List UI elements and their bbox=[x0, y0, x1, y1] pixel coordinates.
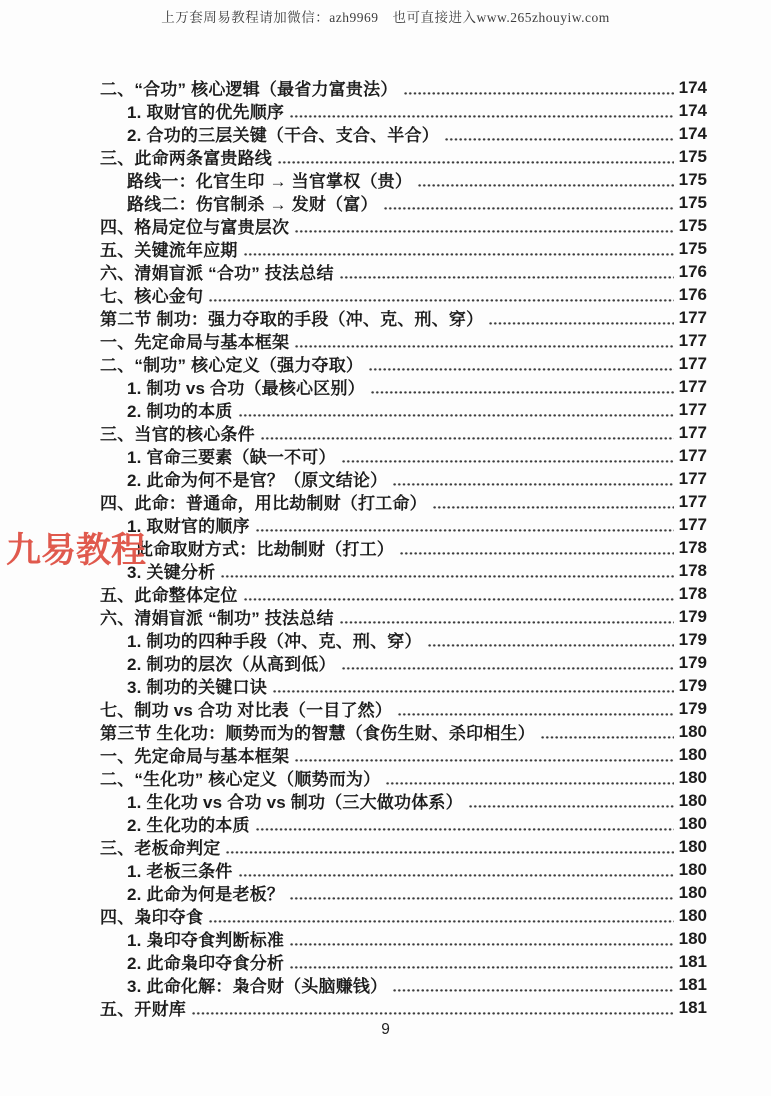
toc-entry bbox=[127, 950, 707, 973]
toc-entry bbox=[127, 858, 707, 881]
toc-entry bbox=[127, 99, 707, 122]
toc-entry bbox=[127, 168, 707, 191]
toc-entry bbox=[127, 375, 707, 398]
toc-entry-page: 177 bbox=[678, 514, 707, 534]
dot-leader bbox=[290, 884, 674, 901]
toc-entry bbox=[100, 490, 707, 513]
toc-entry bbox=[100, 996, 707, 1019]
dot-leader bbox=[244, 585, 674, 602]
toc-entry bbox=[100, 605, 707, 628]
dot-leader bbox=[340, 608, 674, 625]
dot-leader bbox=[256, 516, 674, 533]
toc-entry bbox=[127, 122, 707, 145]
toc-entry-page: 180 bbox=[678, 928, 707, 948]
toc-entry-label: 1. 官命三要素（缺一不可） bbox=[127, 448, 336, 467]
dot-leader bbox=[386, 769, 673, 786]
toc-entry-label: 第二节 制功：强力夺取的手段（冲、克、刑、穿） bbox=[100, 310, 484, 329]
toc-entry bbox=[127, 467, 707, 490]
toc-entry bbox=[100, 260, 707, 283]
dot-leader bbox=[340, 263, 674, 280]
toc-entry-page: 175 bbox=[678, 192, 707, 212]
toc-entry-page: 180 bbox=[678, 905, 707, 925]
toc-entry-page: 177 bbox=[678, 422, 707, 442]
toc-entry bbox=[127, 812, 707, 835]
toc-entry-page: 179 bbox=[678, 675, 707, 695]
dot-leader bbox=[226, 838, 673, 855]
toc-entry-page: 179 bbox=[678, 629, 707, 649]
toc-entry-label: 2. 此命枭印夺食分析 bbox=[127, 954, 285, 973]
dot-leader bbox=[295, 746, 673, 763]
toc-entry-page: 178 bbox=[678, 583, 707, 603]
toc-entry-label: 1. 取财官的顺序 bbox=[127, 517, 250, 536]
toc-entry-label: 3. 关键分析 bbox=[127, 563, 216, 582]
toc-entry-label: 2. 生化功的本质 bbox=[127, 816, 250, 835]
toc-entry-page: 178 bbox=[678, 560, 707, 580]
toc-entry-page: 174 bbox=[678, 77, 707, 97]
toc-entry-label: 五、开财库 bbox=[100, 1000, 186, 1019]
toc-entry-label: 二、“生化功” 核心定义（顺势而为） bbox=[100, 770, 381, 789]
header-note: 上万套周易教程请加微信：azh9969 也可直接进入www.265zhouyiw.com bbox=[161, 10, 610, 25]
page-number: 9 bbox=[381, 1021, 390, 1038]
dot-leader bbox=[469, 792, 674, 809]
dot-leader bbox=[192, 999, 674, 1016]
dot-leader bbox=[209, 907, 673, 924]
toc-entry-label: 2. 制功的层次（从高到低） bbox=[127, 655, 336, 674]
dot-leader bbox=[445, 125, 674, 142]
toc-entry-page: 176 bbox=[678, 284, 707, 304]
toc-entry-label: 五、此命整体定位 bbox=[100, 586, 238, 605]
toc-entry-page: 177 bbox=[678, 376, 707, 396]
toc-entry-label: 一、先定命局与基本框架 bbox=[100, 747, 290, 766]
toc-entry-label: 3. 制功的关键口诀 bbox=[127, 678, 267, 697]
dot-leader bbox=[209, 286, 673, 303]
toc-entry-page: 177 bbox=[678, 399, 707, 419]
toc-entry-page: 180 bbox=[678, 882, 707, 902]
toc-entry-page: 174 bbox=[678, 123, 707, 143]
dot-leader bbox=[295, 217, 673, 234]
toc-entry-label: 三、此命两条富贵路线 bbox=[100, 149, 272, 168]
toc-entry bbox=[100, 720, 707, 743]
toc-entry bbox=[127, 789, 707, 812]
toc-entry-label: 六、清娟盲派 “合功” 技法总结 bbox=[100, 264, 334, 283]
dot-leader bbox=[433, 493, 674, 510]
dot-leader bbox=[278, 148, 674, 165]
toc-entry-page: 180 bbox=[678, 721, 707, 741]
toc-entry bbox=[100, 237, 707, 260]
dot-leader bbox=[400, 539, 674, 556]
toc-entry-label: 1. 制功的四种手段（冲、克、刑、穿） bbox=[127, 632, 422, 651]
dot-leader bbox=[239, 861, 674, 878]
toc-entry-label: 六、清娟盲派 “制功” 技法总结 bbox=[100, 609, 334, 628]
toc-entry bbox=[100, 697, 707, 720]
dot-leader bbox=[273, 677, 674, 694]
dot-leader bbox=[256, 815, 674, 832]
toc-entry-label: 三、当官的核心条件 bbox=[100, 425, 255, 444]
toc-entry bbox=[127, 559, 707, 582]
toc-entry-label: 七、制功 vs 合功 对比表（一目了然） bbox=[100, 701, 393, 720]
toc-entry bbox=[100, 306, 707, 329]
dot-leader bbox=[239, 401, 674, 418]
toc-entry-label: 2. 此命为何不是官？（原文结论） bbox=[127, 471, 388, 490]
toc-entry bbox=[127, 651, 707, 674]
toc-entry bbox=[127, 444, 707, 467]
toc-entry-page: 175 bbox=[678, 169, 707, 189]
toc-entry-label: 三、老板命判定 bbox=[100, 839, 221, 858]
toc-entry bbox=[100, 421, 707, 444]
toc-entry-page: 175 bbox=[678, 146, 707, 166]
toc-entry bbox=[127, 398, 707, 421]
dot-leader bbox=[295, 332, 673, 349]
dot-leader bbox=[428, 631, 674, 648]
dot-leader bbox=[290, 930, 674, 947]
toc-entry-page: 175 bbox=[678, 215, 707, 235]
dot-leader bbox=[404, 79, 674, 96]
toc-entry-label: 2. 此命为何是老板？ bbox=[127, 885, 285, 904]
toc-entry-page: 177 bbox=[678, 353, 707, 373]
dot-leader bbox=[342, 654, 674, 671]
toc-entry-label: 1. 枭印夺食判断标准 bbox=[127, 931, 285, 950]
dot-leader bbox=[384, 194, 674, 211]
watermark: 九易教程 bbox=[6, 531, 147, 570]
toc-entry-label: 2. 制功的本质 bbox=[127, 402, 233, 421]
toc-entry bbox=[127, 674, 707, 697]
toc-entry bbox=[100, 582, 707, 605]
toc-entry-label: 四、枭印夺食 bbox=[100, 908, 204, 927]
toc-entry-label: 二、“制功” 核心定义（强力夺取） bbox=[100, 356, 364, 375]
toc-entry bbox=[100, 766, 707, 789]
toc-entry-page: 180 bbox=[678, 744, 707, 764]
toc-entry-page: 179 bbox=[678, 698, 707, 718]
toc-entry-label: 3. 此命化解：枭合财（头脑赚钱） bbox=[127, 977, 388, 996]
toc-entry-label: 1. 老板三条件 bbox=[127, 862, 233, 881]
dot-leader bbox=[342, 447, 674, 464]
toc-entry bbox=[100, 352, 707, 375]
dot-leader bbox=[393, 976, 673, 993]
dot-leader bbox=[418, 171, 674, 188]
toc-entry bbox=[127, 881, 707, 904]
dot-leader bbox=[290, 953, 674, 970]
toc-entry-page: 180 bbox=[678, 767, 707, 787]
toc-entry-page: 180 bbox=[678, 859, 707, 879]
toc-entry-page: 179 bbox=[678, 652, 707, 672]
toc-entry-label: 1. 取财官的优先顺序 bbox=[127, 103, 285, 122]
toc-entry-label: 四、此命：普通命，用比劫制财（打工命） bbox=[100, 494, 427, 513]
dot-leader bbox=[489, 309, 673, 326]
toc-entry-label: 四、格局定位与富贵层次 bbox=[100, 218, 290, 237]
toc-entry bbox=[100, 76, 707, 99]
toc-entry-page: 177 bbox=[678, 330, 707, 350]
dot-leader bbox=[244, 240, 674, 257]
toc-entry-label: 五、关键流年应期 bbox=[100, 241, 238, 260]
toc-entry-page: 177 bbox=[678, 468, 707, 488]
toc-entry-label: 一、先定命局与基本框架 bbox=[100, 333, 290, 352]
toc-entry-page: 180 bbox=[678, 813, 707, 833]
toc-entry-page: 177 bbox=[678, 491, 707, 511]
toc-entry-page: 177 bbox=[678, 307, 707, 327]
toc-entry-page: 176 bbox=[678, 261, 707, 281]
toc-entry-page: 177 bbox=[678, 445, 707, 465]
toc-entry bbox=[127, 513, 707, 536]
toc-entry bbox=[100, 145, 707, 168]
dot-leader bbox=[290, 102, 674, 119]
toc-entry-label: 1. 制功 vs 合功（最核心区别） bbox=[127, 379, 365, 398]
toc-entry-label: 路线一：化官生印 → 当官掌权（贵） bbox=[127, 172, 413, 191]
toc-entry bbox=[136, 536, 707, 559]
toc-entry-page: 175 bbox=[678, 238, 707, 258]
toc-entry bbox=[100, 743, 707, 766]
toc-entry bbox=[100, 835, 707, 858]
toc-entry-page: 181 bbox=[678, 974, 707, 994]
toc-entry-page: 180 bbox=[678, 790, 707, 810]
toc-entry-page: 179 bbox=[678, 606, 707, 626]
toc-entry bbox=[100, 214, 707, 237]
dot-leader bbox=[261, 424, 674, 441]
toc-entry-page: 181 bbox=[678, 951, 707, 971]
toc-entry-page: 178 bbox=[678, 537, 707, 557]
toc-entry-label: 此命取财方式：比劫制财（打工） bbox=[136, 540, 394, 559]
toc-entry bbox=[100, 283, 707, 306]
toc-entry-page: 180 bbox=[678, 836, 707, 856]
toc-entry bbox=[127, 927, 707, 950]
toc-entry bbox=[127, 973, 707, 996]
toc-entry bbox=[100, 329, 707, 352]
toc-entry-label: 2. 合功的三层关键（干合、支合、半合） bbox=[127, 126, 439, 145]
toc-entry-label: 路线二：伤官制杀 → 发财（富） bbox=[127, 195, 378, 214]
toc-entry bbox=[127, 628, 707, 651]
toc-entry-label: 1. 生化功 vs 合功 vs 制功（三大做功体系） bbox=[127, 793, 463, 812]
toc-entry-page: 181 bbox=[678, 997, 707, 1017]
toc-entry-label: 第三节 生化功：顺势而为的智慧（食伤生财、杀印相生） bbox=[100, 724, 535, 743]
dot-leader bbox=[541, 723, 674, 740]
toc-entry bbox=[127, 191, 707, 214]
toc-entry-label: 二、“合功” 核心逻辑（最省力富贵法） bbox=[100, 80, 398, 99]
toc-entry-label: 七、核心金句 bbox=[100, 287, 204, 306]
dot-leader bbox=[398, 700, 674, 717]
toc-entry bbox=[100, 904, 707, 927]
dot-leader bbox=[393, 470, 673, 487]
dot-leader bbox=[221, 562, 673, 579]
dot-leader bbox=[369, 355, 674, 372]
dot-leader bbox=[371, 378, 674, 395]
toc-entry-page: 174 bbox=[678, 100, 707, 120]
